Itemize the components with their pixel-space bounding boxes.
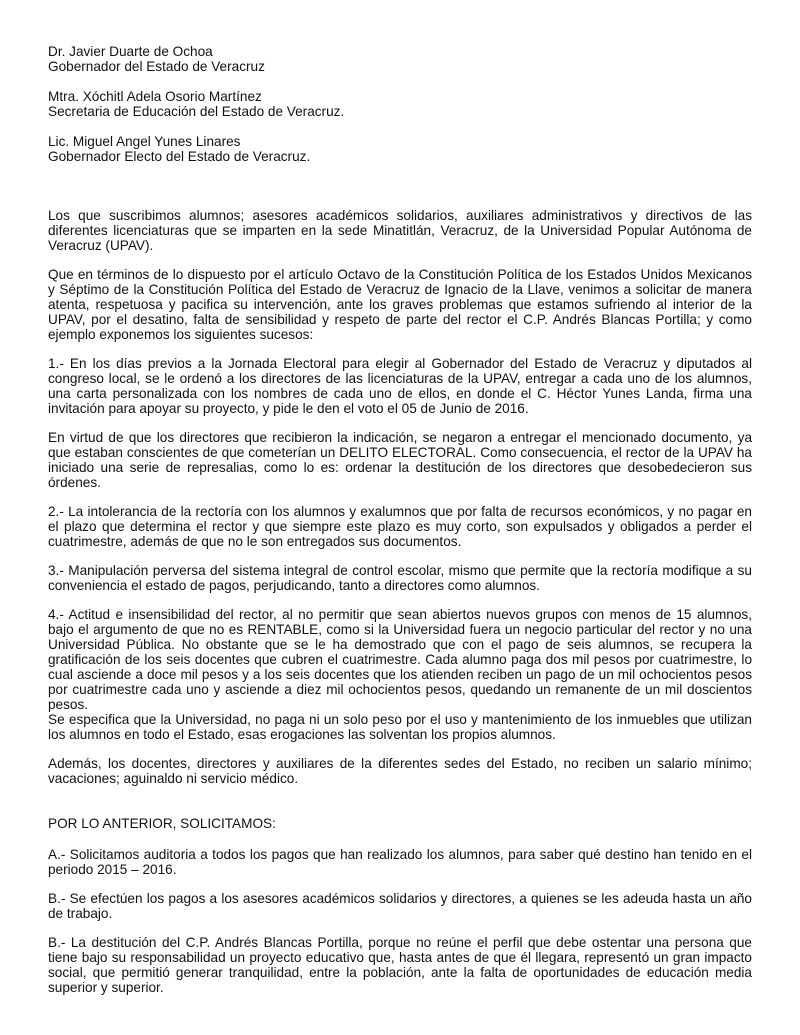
point-1-paragraph: 1.- En los días previos a la Jornada Electoral para elegir al Gobernador del Estado de Veracruz y diputados al congreso local, se le ordenó a los directores de las licenciaturas de la UPAV, entregar a cada uno de los alumnos, una carta personalizada con los nombres de cada uno de ellos, en donde el C. Héctor Yunes Landa, firma una invitación para apoyar su proyecto, y pide le den el voto el 05 de Junio de 2016.	[48, 356, 752, 416]
request-a-paragraph: A.- Solicitamos auditoria a todos los pagos que han realizado los alumnos, para saber qué destino han tenido en el periodo 2015 – 2016.	[48, 847, 752, 877]
recipient-block-2	[48, 89, 752, 119]
point-4-paragraph: 4.- Actitud e insensibilidad del rector, al no permitir que sean abiertos nuevos grupos con menos de 15 alumnos, bajo el argumento de que no es RENTABLE, como si la Universidad fuera un negocio particular del rector y no una Universidad Pública. No obstante que se le ha demostrado que con el pago de seis alumnos, se recupera la gratificación de los seis docentes que cubren el cuatrimestre. Cada alumno paga dos mil pesos por cuatrimestre, lo cual asciende a doce mil pesos y a los seis docentes que los atienden reciben un pago de un mil ochocientos pesos por cuatrimestre cada uno y asciende a diez mil ochocientos pesos, quedando un remanente de un mil doscientos pesos.	[48, 607, 752, 712]
point-3-paragraph: 3.- Manipulación perversa del sistema integral de control escolar, mismo que permite que la rectoría modifique a su conveniencia el estado de pagos, perjudicando, tanto a directores como alumnos.	[48, 563, 752, 593]
point-1-followup-paragraph: En virtud de que los directores que recibieron la indicación, se negaron a entregar el mencionado documento, ya que estaban conscientes de que cometerían un DELITO ELECTORAL. Como consecuencia, el rector de la UPAV ha iniciado una serie de represalias, como lo es: ordenar la destitución de los directores que desobedecieron sus órdenes.	[48, 430, 752, 490]
requests-heading: POR LO ANTERIOR, SOLICITAMOS:	[48, 816, 276, 831]
point-2-paragraph: 2.- La intolerancia de la rectoría con los alumnos y exalumnos que por falta de recursos económicos, y no pagar en el plazo que determina el rector y que siempre este plazo es muy corto, son expulsados y obligados a perder el cuatrimestre, además de que no le son entregados sus documentos.	[48, 504, 752, 549]
petition-paragraph: Que en términos de lo dispuesto por el artículo Octavo de la Constitución Política de los Estados Unidos Mexicanos y Séptimo de la Constitución Política del Estado de Veracruz de Ignacio de la Llave, venimos a solicitar de manera atenta, respetuosa y pacifica su intervención, ante los graves problemas que estamos sufriendo al interior de la UPAV, por el desatino, falta de sensibilidad y respeto de parte del rector el C.P. Andrés Blancas Portilla; y como ejemplo exponemos los siguientes sucesos:	[48, 267, 752, 342]
request-b-paragraph: B.- Se efectúen los pagos a los asesores académicos solidarios y directores, a quienes se les adeuda hasta un año de trabajo.	[48, 891, 752, 921]
recipient-title: Gobernador del Estado de Veracruz	[48, 59, 265, 74]
recipient-title: Secretaria de Educación del Estado de Veracruz.	[48, 104, 345, 119]
recipient-name: Mtra. Xóchitl Adela Osorio Martínez	[48, 89, 262, 104]
intro-paragraph: Los que suscribimos alumnos; asesores académicos solidarios, auxiliares administrativos y directivos de las diferentes licenciaturas que se imparten en la sede Minatitlán, Veracruz, de la Universidad Popular Autónoma de Veracruz (UPAV).	[48, 208, 752, 253]
recipient-block-3	[48, 134, 752, 164]
recipient-title: Gobernador Electo del Estado de Veracruz.	[48, 149, 311, 164]
recipient-block-1	[48, 44, 752, 74]
request-b-dismissal-paragraph: B.- La destitución del C.P. Andrés Blancas Portilla, porque no reúne el perfil que debe ostentar una persona que tiene bajo su responsabilidad un proyecto educativo que, hasta antes de que él llegara, representó un gran impacto social, que permitió generar tranquilidad, entre la población, ante la falta de oportunidades de educación media superior y superior.	[48, 935, 752, 995]
benefits-paragraph: Además, los docentes, directores y auxiliares de la diferentes sedes del Estado, no reciben un salario mínimo; vacaciones; aguinaldo ni servicio médico.	[48, 756, 752, 786]
recipient-name: Lic. Miguel Angel Yunes Linares	[48, 134, 241, 149]
point-4-followup-paragraph: Se especifica que la Universidad, no paga ni un solo peso por el uso y mantenimiento de los inmuebles que utilizan los alumnos en todo el Estado, esas erogaciones las solventan los propios alumnos.	[48, 712, 752, 742]
letter-page	[48, 44, 752, 1009]
recipient-name: Dr. Javier Duarte de Ochoa	[48, 44, 213, 59]
